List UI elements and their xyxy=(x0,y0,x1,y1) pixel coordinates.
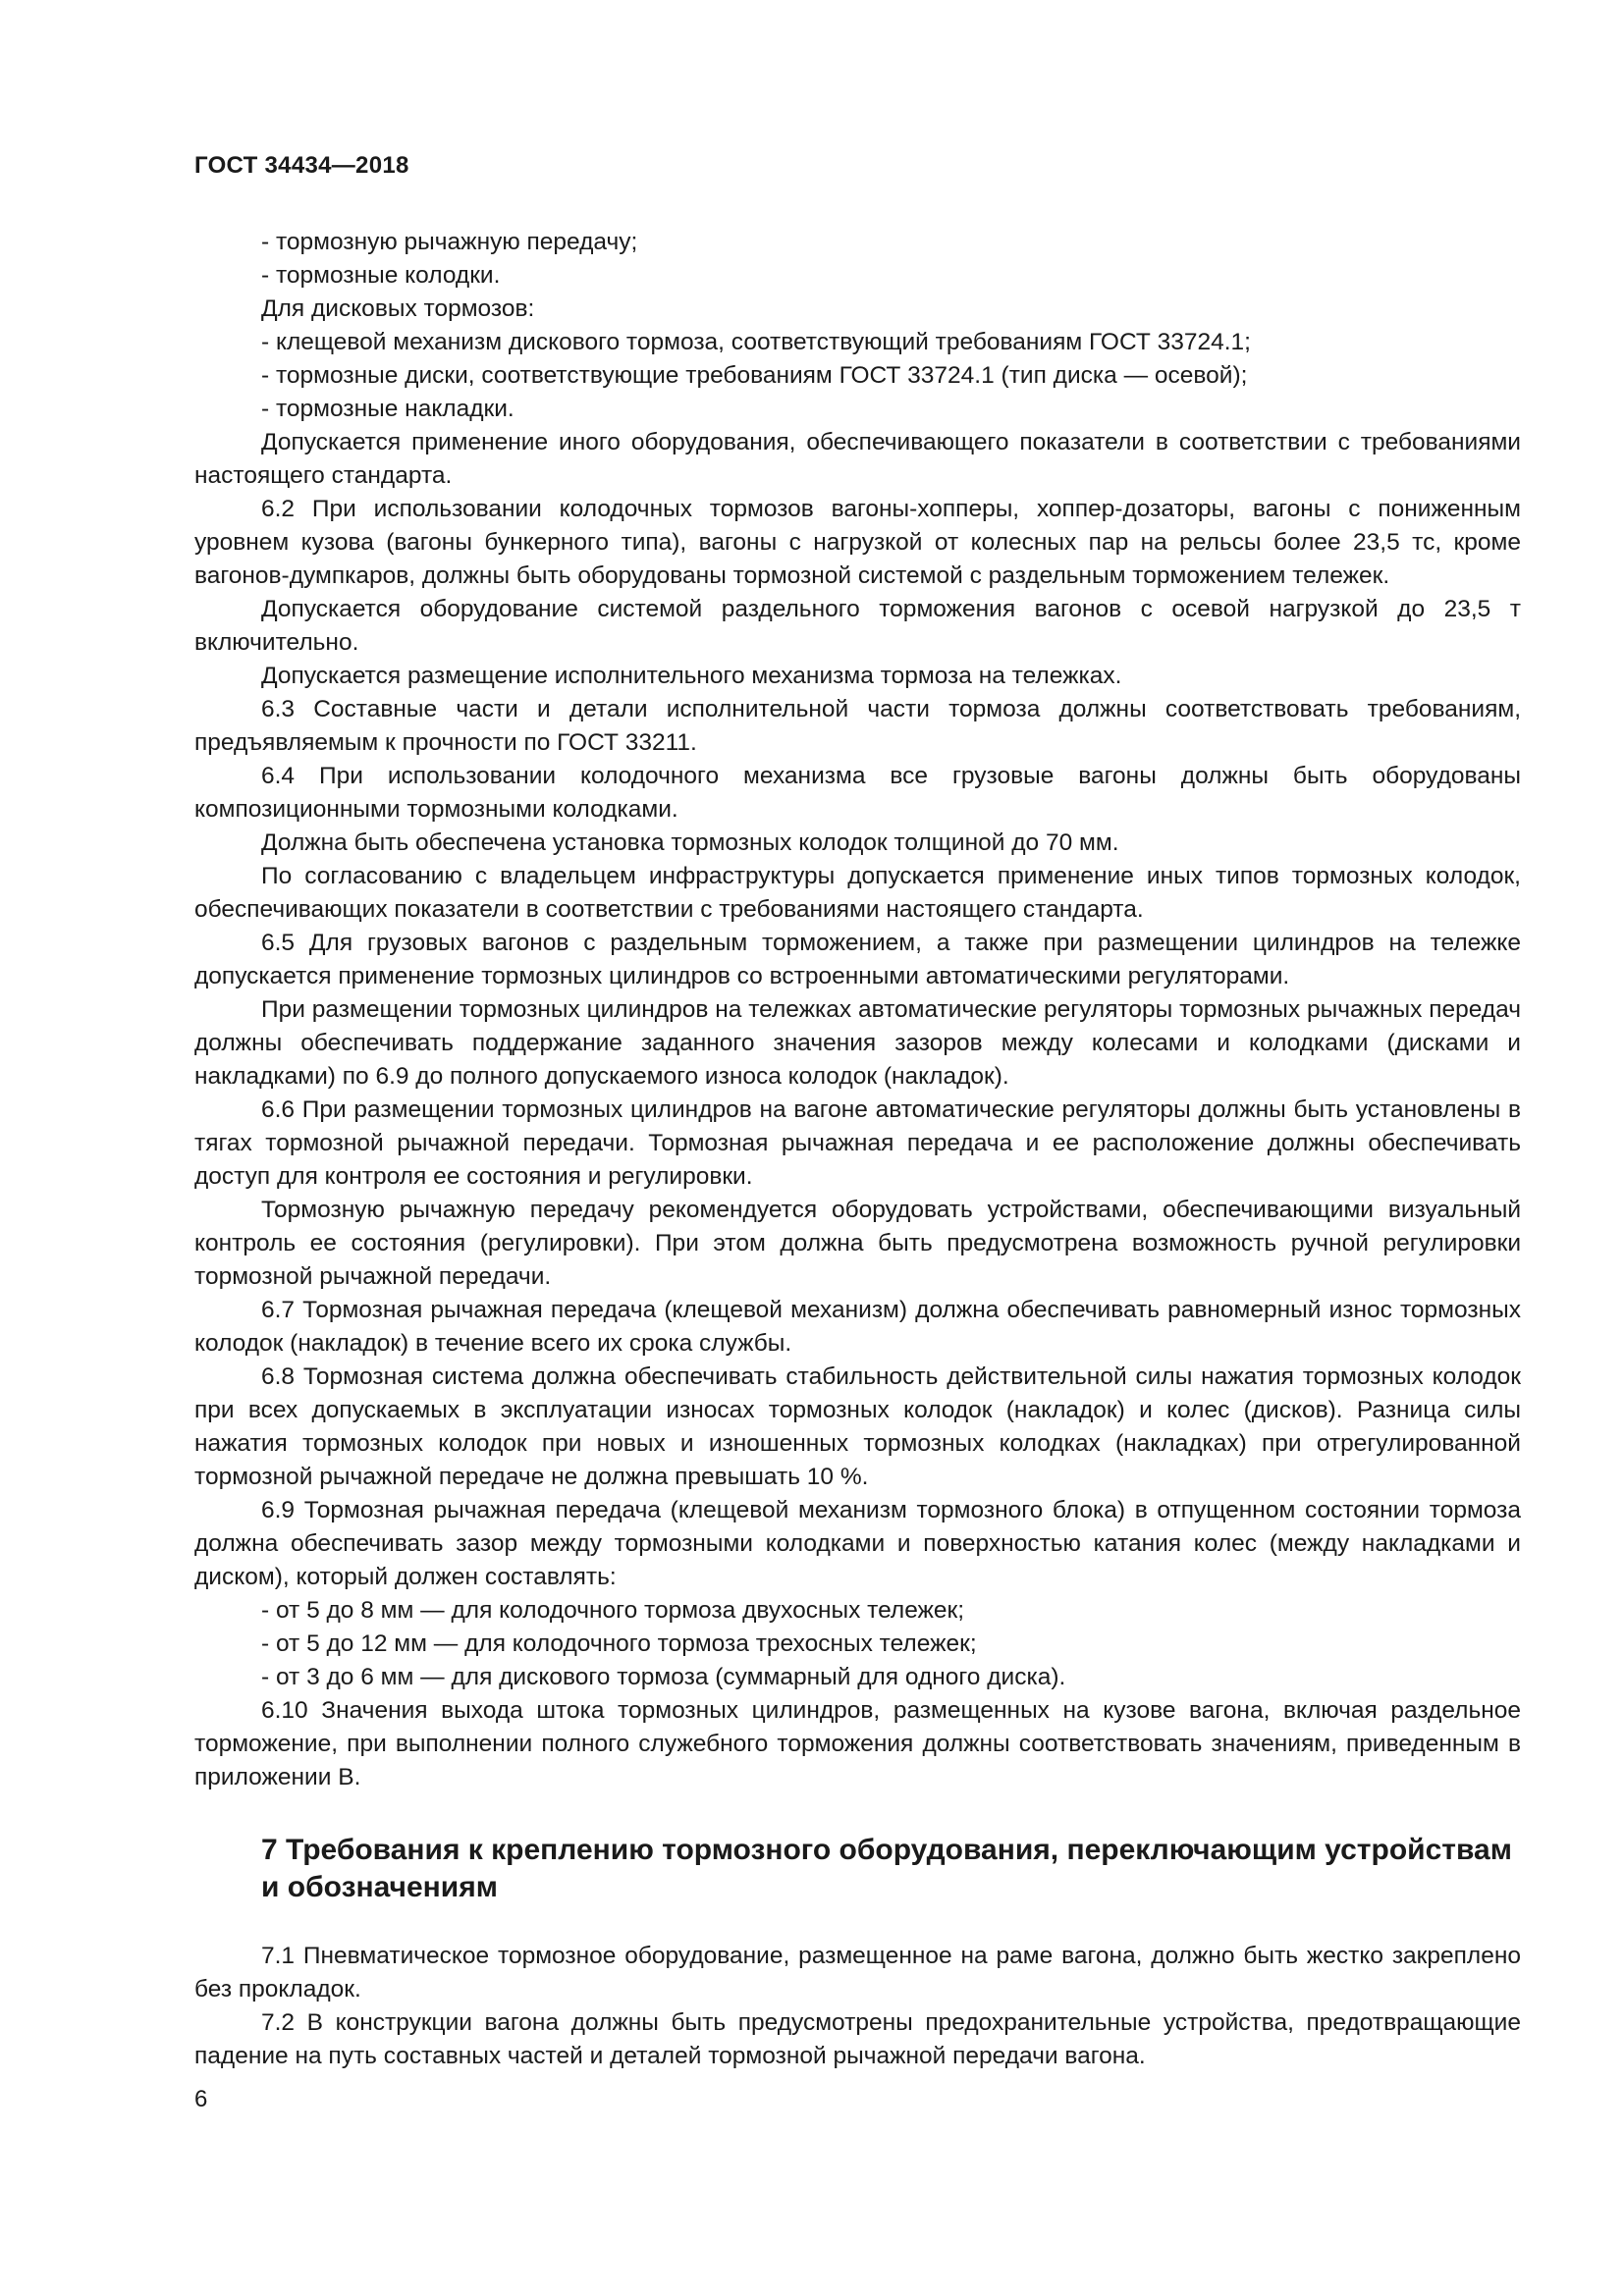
paragraph-7-1: 7.1 Пневматическое тормозное оборудование, размещенное на раме вагона, должно быть жестко закреплено без прокладок. xyxy=(194,1943,1521,2002)
paragraph: Тормозную рычажную передачу рекомендуется оборудовать устройствами, обеспечивающими визуальный контроль ее состояния (регулировки). При этом должна быть предусмотрена возможность ручной регулировки тормозной рычажной передачи. xyxy=(194,1197,1521,1290)
paragraph-6-4: 6.4 При использовании колодочного механизма все грузовые вагоны должны быть оборудованы композиционными тормозными колодками. xyxy=(194,763,1521,823)
list-item: - от 5 до 12 мм — для колодочного тормоза трехосных тележек; xyxy=(261,1630,977,1657)
section-7-title: 7 Требования к креплению тормозного оборудования, переключающим устройствам и обозначениям xyxy=(261,1834,1512,1903)
paragraph: Должна быть обеспечена установка тормозных колодок толщиной до 70 мм. xyxy=(261,829,1119,856)
paragraph-6-10: 6.10 Значения выхода штока тормозных цилиндров, размещенных на кузове вагона, включая раздельное торможение, при выполнении полного служебного торможения должны соответствовать значениям, приведенным в приложении В. xyxy=(194,1697,1521,1790)
paragraph: Допускается оборудование системой раздельного торможения вагонов с осевой нагрузкой до 23,5 т включительно. xyxy=(194,596,1521,656)
list-item: - тормозные диски, соответствующие требованиям ГОСТ 33724.1 (тип диска — осевой); xyxy=(261,362,1248,389)
paragraph-6-5: 6.5 Для грузовых вагонов с раздельным торможением, а также при размещении цилиндров на тележке допускается применение тормозных цилиндров со встроенными автоматическими регуляторами. xyxy=(194,930,1521,989)
paragraph-6-2: 6.2 При использовании колодочных тормозов вагоны-хопперы, хоппер-дозаторы, вагоны с пониженным уровнем кузова (вагоны бункерного типа), вагоны с нагрузкой от колесных пар на рельсы более 23,5 тс, кроме вагонов-думпкаров, должны быть оборудованы тормозной системой с раздельным торможением тележек. xyxy=(194,496,1521,589)
list-item: - тормозную рычажную передачу; xyxy=(261,229,638,255)
paragraph: Для дисковых тормозов: xyxy=(261,295,535,322)
paragraph-6-9: 6.9 Тормозная рычажная передача (клещевой механизм тормозного блока) в отпущенном состоянии тормоза должна обеспечивать зазор между тормозными колодками и поверхностью катания колес (между накладками и диском), который должен составлять: xyxy=(194,1497,1521,1590)
list-item: - тормозные колодки. xyxy=(261,262,501,289)
paragraph: Допускается применение иного оборудования, обеспечивающего показатели в соответствии с требованиями настоящего стандарта. xyxy=(194,429,1521,489)
list-item: - тормозные накладки. xyxy=(261,396,514,422)
paragraph-7-2: 7.2 В конструкции вагона должны быть предусмотрены предохранительные устройства, предотвращающие падение на путь составных частей и деталей тормозной рычажной передачи вагона. xyxy=(194,2009,1521,2069)
paragraph-6-6: 6.6 При размещении тормозных цилиндров на вагоне автоматические регуляторы должны быть установлены в тягах тормозной рычажной передачи. Тормозная рычажная передача и ее расположение должны обеспечивать доступ для контроля ее состояния и регулировки. xyxy=(194,1096,1521,1190)
document-body xyxy=(194,226,1521,2073)
list-item: - клещевой механизм дискового тормоза, соответствующий требованиям ГОСТ 33724.1; xyxy=(261,329,1251,355)
list-item: - от 3 до 6 мм — для дискового тормоза (суммарный для одного диска). xyxy=(261,1664,1066,1690)
paragraph: При размещении тормозных цилиндров на тележках автоматические регуляторы тормозных рычажных передач должны обеспечивать поддержание заданного значения зазоров между колесами и колодками (дисками и накладками) по 6.9 до полного допускаемого износа колодок (накладок). xyxy=(194,996,1521,1090)
page-number: 6 xyxy=(194,2086,208,2112)
paragraph-6-8: 6.8 Тормозная система должна обеспечивать стабильность действительной силы нажатия тормозных колодок при всех допускаемых в эксплуатации износах тормозных колодок (накладок) и колес (дисков). Разница силы нажатия тормозных колодок при новых и изношенных тормозных колодках (накладках) при отрегулированной тормозной рычажной передаче не должна превышать 10 %. xyxy=(194,1363,1521,1490)
list-item: - от 5 до 8 мм — для колодочного тормоза двухосных тележек; xyxy=(261,1597,965,1624)
paragraph: Допускается размещение исполнительного механизма тормоза на тележках. xyxy=(261,663,1122,689)
paragraph-6-7: 6.7 Тормозная рычажная передача (клещевой механизм) должна обеспечивать равномерный износ тормозных колодок (накладок) в течение всего их срока службы. xyxy=(194,1297,1521,1357)
standard-code-header: ГОСТ 34434—2018 xyxy=(194,152,409,179)
paragraph: По согласованию с владельцем инфраструктуры допускается применение иных типов тормозных колодок, обеспечивающих показатели в соответствии с требованиями настоящего стандарта. xyxy=(194,863,1521,923)
paragraph-6-3: 6.3 Составные части и детали исполнительной части тормоза должны соответствовать требованиям, предъявляемым к прочности по ГОСТ 33211. xyxy=(194,696,1521,756)
